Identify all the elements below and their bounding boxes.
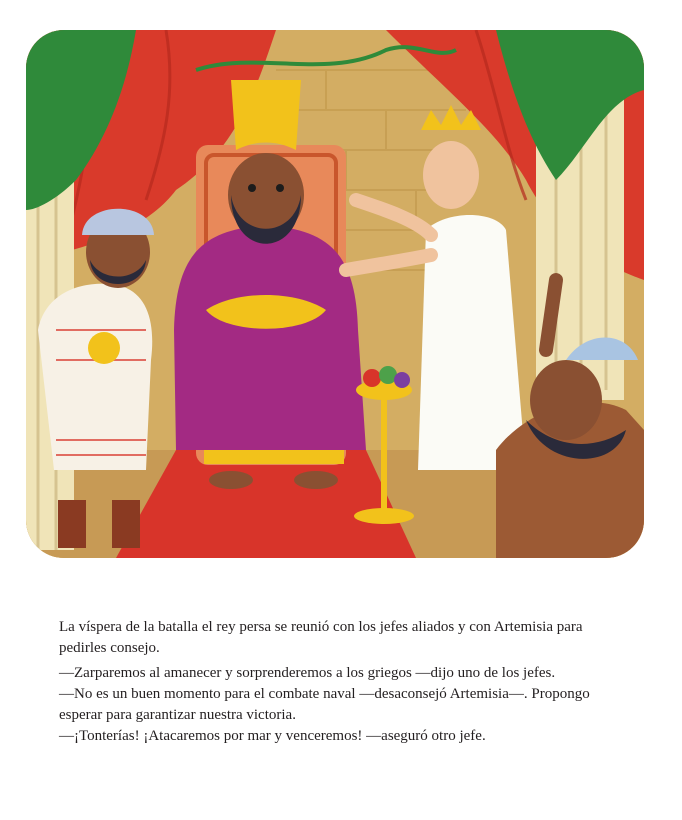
illustration — [26, 30, 644, 558]
king-crown-hat — [231, 80, 301, 150]
story-paragraph: —Zarparemos al amanecer y sorprenderemos a los griegos —dijo uno de los jefes. — [59, 665, 556, 681]
story-paragraph: —No es un buen momento para el combate naval —desaconsejó Artemisia—. Propongo esperar para garantizar nuestra victoria. — [59, 686, 590, 723]
story-paragraph: La víspera de la batalla el rey persa se reunió con los jefes aliados y con Artemisia para pedirles consejo. — [59, 619, 583, 656]
story-text — [59, 617, 619, 747]
illustration-art — [26, 30, 644, 558]
robe-hem — [204, 450, 344, 464]
soldier-tunic — [38, 284, 152, 470]
artemisia-face — [423, 141, 479, 209]
fruit-stand — [381, 390, 387, 510]
gold-medallion — [88, 332, 120, 364]
story-paragraph: —¡Tonterías! ¡Atacaremos por mar y venceremos! —aseguró otro jefe. — [59, 728, 486, 744]
king-robe — [174, 225, 366, 450]
kneeling-man-face — [530, 360, 602, 440]
